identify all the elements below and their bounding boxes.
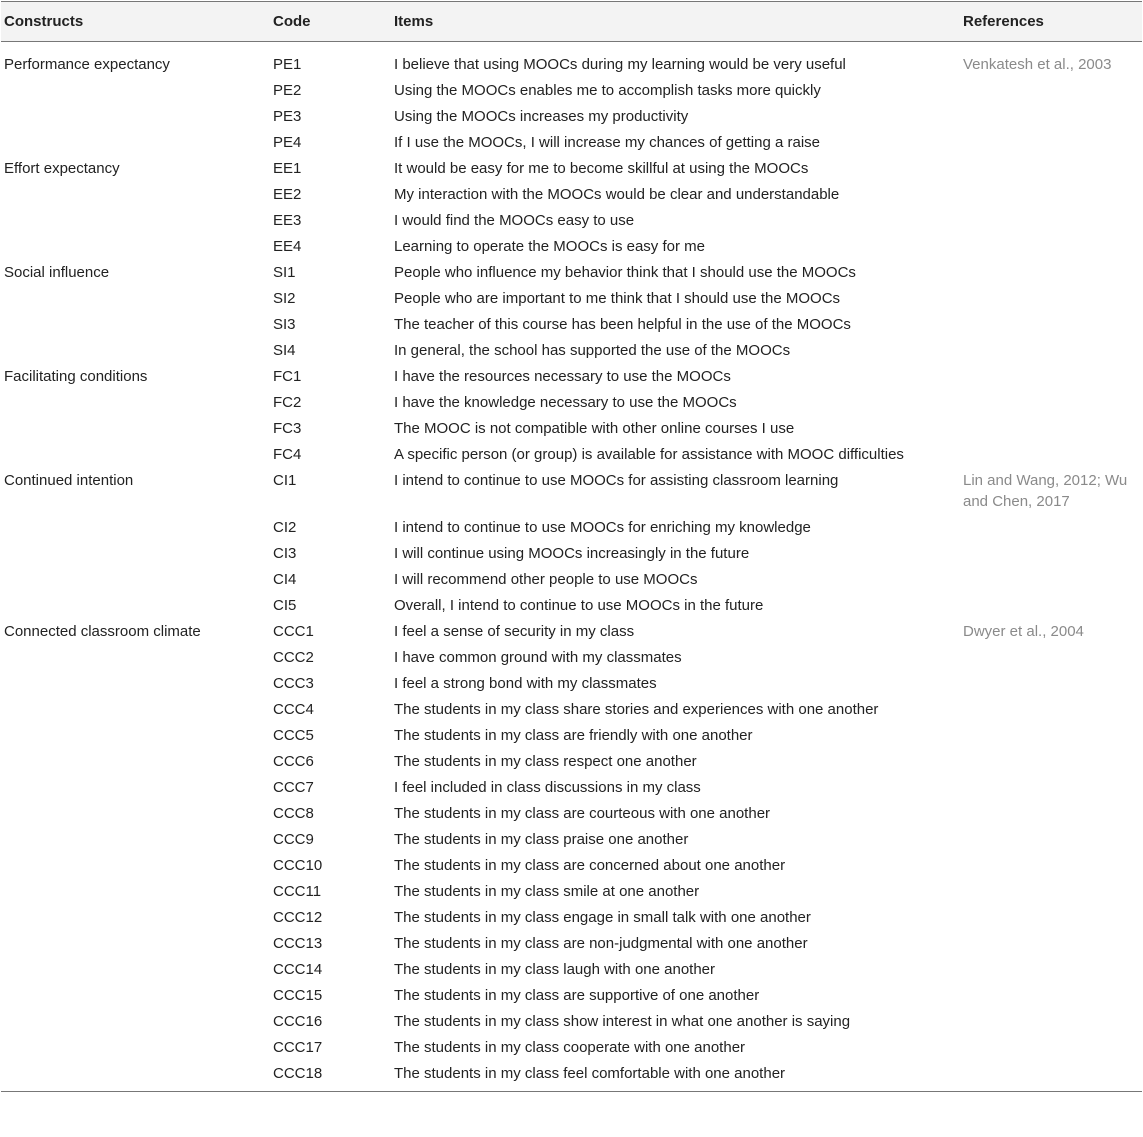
item-cell: My interaction with the MOOCs would be clear and understandable <box>394 186 840 203</box>
reference-cell <box>960 104 1142 130</box>
reference-cell <box>960 879 1142 905</box>
construct-cell <box>1 541 271 567</box>
reference-cell <box>960 905 1142 931</box>
header-references: References <box>963 13 1044 30</box>
reference-cell <box>960 827 1142 853</box>
code-cell: PE1 <box>273 56 302 73</box>
table-row <box>1 1035 1142 1061</box>
table-body <box>1 42 1142 1092</box>
table-row <box>1 1009 1142 1035</box>
construct-cell: Social influence <box>4 264 110 281</box>
construct-cell <box>1 515 271 541</box>
reference-cell <box>960 156 1142 182</box>
item-cell: Learning to operate the MOOCs is easy for me <box>394 238 705 255</box>
reference-cell <box>960 853 1142 879</box>
construct-cell <box>1 1035 271 1061</box>
reference-cell <box>960 541 1142 567</box>
item-cell: Using the MOOCs increases my productivity <box>394 108 689 125</box>
construct-cell <box>1 931 271 957</box>
construct-cell <box>1 801 271 827</box>
table-row <box>1 879 1142 905</box>
code-cell: CI4 <box>273 571 297 588</box>
table-row <box>1 442 1142 468</box>
item-cell: The students in my class smile at one another <box>394 883 700 900</box>
construct-cell <box>1 208 271 234</box>
item-cell: A specific person (or group) is available for assistance with MOOC difficulties <box>394 446 904 463</box>
table-row <box>1 260 1142 286</box>
table-row <box>1 905 1142 931</box>
code-cell: CI5 <box>273 597 297 614</box>
reference-cell <box>960 78 1142 104</box>
item-cell: I have common ground with my classmates <box>394 649 682 666</box>
code-cell: PE3 <box>273 108 302 125</box>
code-cell: EE1 <box>273 160 302 177</box>
construct-cell <box>1 697 271 723</box>
code-cell: CCC6 <box>273 753 314 770</box>
code-cell: CCC15 <box>273 987 323 1004</box>
item-cell: The MOOC is not compatible with other online courses I use <box>394 420 795 437</box>
constructs-table <box>1 1 1142 1092</box>
code-cell: CCC3 <box>273 675 314 692</box>
item-cell: I believe that using MOOCs during my learning would be very useful <box>394 56 846 73</box>
table-row <box>1 801 1142 827</box>
table-row <box>1 827 1142 853</box>
reference-cell <box>960 931 1142 957</box>
reference-cell <box>960 1035 1142 1061</box>
construct-cell <box>1 390 271 416</box>
item-cell: In general, the school has supported the use of the MOOCs <box>394 342 791 359</box>
item-cell: I intend to continue to use MOOCs for assisting classroom learning <box>394 472 839 489</box>
construct-cell: Connected classroom climate <box>4 623 201 640</box>
item-cell: It would be easy for me to become skillful at using the MOOCs <box>394 160 809 177</box>
item-cell: The students in my class are courteous with one another <box>394 805 771 822</box>
table-row <box>1 234 1142 260</box>
table-row <box>1 208 1142 234</box>
construct-cell <box>1 1061 271 1092</box>
reference-cell <box>960 801 1142 827</box>
code-cell: FC1 <box>273 368 302 385</box>
code-cell: CI1 <box>273 472 297 489</box>
table-row <box>1 286 1142 312</box>
construct-cell <box>1 853 271 879</box>
reference-cell <box>960 312 1142 338</box>
construct-cell <box>1 905 271 931</box>
code-cell: EE3 <box>273 212 302 229</box>
code-cell: CCC11 <box>273 883 322 900</box>
reference-cell <box>960 749 1142 775</box>
code-cell: CCC16 <box>273 1013 323 1030</box>
item-cell: I would find the MOOCs easy to use <box>394 212 635 229</box>
construct-cell <box>1 827 271 853</box>
construct-cell <box>1 671 271 697</box>
code-cell: CCC8 <box>273 805 314 822</box>
item-cell: The students in my class share stories and experiences with one another <box>394 701 879 718</box>
construct-cell <box>1 957 271 983</box>
code-cell: CCC13 <box>273 935 323 952</box>
item-cell: The students in my class engage in small talk with one another <box>394 909 811 926</box>
table-row <box>1 619 1142 645</box>
table-row <box>1 130 1142 156</box>
reference-cell <box>960 260 1142 286</box>
table-row <box>1 567 1142 593</box>
reference-cell <box>960 364 1142 390</box>
code-cell: PE2 <box>273 82 302 99</box>
reference-cell <box>960 775 1142 801</box>
code-cell: SI4 <box>273 342 296 359</box>
item-cell: I feel included in class discussions in my class <box>394 779 701 796</box>
table-row <box>1 541 1142 567</box>
construct-cell <box>1 78 271 104</box>
table-row <box>1 104 1142 130</box>
code-cell: FC4 <box>273 446 302 463</box>
reference-cell <box>960 286 1142 312</box>
construct-cell <box>1 442 271 468</box>
construct-cell <box>1 130 271 156</box>
item-cell: People who influence my behavior think that I should use the MOOCs <box>394 264 856 281</box>
code-cell: EE2 <box>273 186 302 203</box>
construct-cell: Effort expectancy <box>4 160 120 177</box>
code-cell: CCC7 <box>273 779 314 796</box>
construct-cell: Continued intention <box>4 472 134 489</box>
code-cell: CI2 <box>273 519 297 536</box>
header-code: Code <box>273 13 311 30</box>
reference-cell <box>960 697 1142 723</box>
item-cell: I have the knowledge necessary to use the MOOCs <box>394 394 737 411</box>
code-cell: CCC18 <box>273 1065 323 1082</box>
item-cell: The students in my class are supportive of one another <box>394 987 760 1004</box>
reference-cell <box>960 983 1142 1009</box>
construct-cell <box>1 723 271 749</box>
reference-cell <box>960 130 1142 156</box>
construct-cell <box>1 593 271 619</box>
code-cell: CCC9 <box>273 831 314 848</box>
table-row <box>1 697 1142 723</box>
item-cell: Overall, I intend to continue to use MOOCs in the future <box>394 597 764 614</box>
table-row <box>1 312 1142 338</box>
code-cell: CCC17 <box>273 1039 323 1056</box>
item-cell: I feel a strong bond with my classmates <box>394 675 657 692</box>
item-cell: I will recommend other people to use MOOCs <box>394 571 698 588</box>
construct-cell <box>1 567 271 593</box>
code-cell: CCC2 <box>273 649 314 666</box>
code-cell: CCC10 <box>273 857 323 874</box>
table-row <box>1 723 1142 749</box>
construct-cell <box>1 182 271 208</box>
reference-cell <box>960 567 1142 593</box>
item-cell: The students in my class feel comfortable with one another <box>394 1065 786 1082</box>
reference-cell <box>960 957 1142 983</box>
item-cell: If I use the MOOCs, I will increase my chances of getting a raise <box>394 134 821 151</box>
item-cell: I feel a sense of security in my class <box>394 623 635 640</box>
reference-cell: Venkatesh et al., 2003 <box>963 56 1112 73</box>
item-cell: The students in my class cooperate with one another <box>394 1039 746 1056</box>
table-row <box>1 671 1142 697</box>
reference-cell <box>960 515 1142 541</box>
table-row <box>1 468 1142 515</box>
reference-cell <box>960 442 1142 468</box>
code-cell: CCC1 <box>273 623 314 640</box>
item-cell: People who are important to me think that I should use the MOOCs <box>394 290 841 307</box>
table-row <box>1 156 1142 182</box>
reference-cell <box>960 182 1142 208</box>
code-cell: FC3 <box>273 420 302 437</box>
item-cell: The students in my class laugh with one another <box>394 961 716 978</box>
construct-cell <box>1 286 271 312</box>
reference-cell <box>960 723 1142 749</box>
code-cell: CCC5 <box>273 727 314 744</box>
code-cell: CI3 <box>273 545 297 562</box>
table-row <box>1 42 1142 78</box>
reference-cell <box>960 390 1142 416</box>
table-row <box>1 416 1142 442</box>
item-cell: The students in my class are concerned about one another <box>394 857 786 874</box>
table-row <box>1 338 1142 364</box>
table-row <box>1 983 1142 1009</box>
table-row <box>1 390 1142 416</box>
header-row <box>1 2 1142 42</box>
construct-cell <box>1 312 271 338</box>
reference-cell: Dwyer et al., 2004 <box>963 623 1084 640</box>
table-row <box>1 1061 1142 1092</box>
table-row <box>1 645 1142 671</box>
construct-cell <box>1 749 271 775</box>
item-cell: Using the MOOCs enables me to accomplish tasks more quickly <box>394 82 821 99</box>
code-cell: SI3 <box>273 316 296 333</box>
item-cell: I intend to continue to use MOOCs for enriching my knowledge <box>394 519 811 536</box>
item-cell: The teacher of this course has been helpful in the use of the MOOCs <box>394 316 851 333</box>
code-cell: CCC4 <box>273 701 314 718</box>
construct-cell <box>1 1009 271 1035</box>
construct-cell <box>1 775 271 801</box>
header-constructs: Constructs <box>4 13 84 30</box>
table-row <box>1 957 1142 983</box>
table-row <box>1 515 1142 541</box>
table-row <box>1 775 1142 801</box>
construct-cell <box>1 879 271 905</box>
construct-cell <box>1 104 271 130</box>
table-row <box>1 364 1142 390</box>
reference-cell <box>960 645 1142 671</box>
table-row <box>1 78 1142 104</box>
item-cell: The students in my class praise one another <box>394 831 689 848</box>
item-cell: The students in my class respect one another <box>394 753 697 770</box>
table-row <box>1 749 1142 775</box>
item-cell: The students in my class are non-judgmental with one another <box>394 935 808 952</box>
code-cell: SI1 <box>273 264 296 281</box>
reference-cell <box>960 416 1142 442</box>
reference-cell: Lin and Wang, 2012; Wu and Chen, 2017 <box>963 472 1128 510</box>
item-cell: The students in my class are friendly with one another <box>394 727 753 744</box>
construct-cell: Facilitating conditions <box>4 368 148 385</box>
construct-cell <box>1 416 271 442</box>
code-cell: FC2 <box>273 394 302 411</box>
construct-cell: Performance expectancy <box>4 56 170 73</box>
header-items: Items <box>394 13 434 30</box>
reference-cell <box>960 208 1142 234</box>
table-row <box>1 931 1142 957</box>
table-header <box>1 2 1142 42</box>
reference-cell <box>960 1009 1142 1035</box>
code-cell: PE4 <box>273 134 302 151</box>
table-row <box>1 182 1142 208</box>
construct-cell <box>1 645 271 671</box>
reference-cell <box>960 593 1142 619</box>
table-row <box>1 593 1142 619</box>
construct-cell <box>1 234 271 260</box>
code-cell: SI2 <box>273 290 296 307</box>
code-cell: CCC12 <box>273 909 323 926</box>
reference-cell <box>960 1061 1142 1092</box>
item-cell: I will continue using MOOCs increasingly in the future <box>394 545 750 562</box>
reference-cell <box>960 671 1142 697</box>
code-cell: EE4 <box>273 238 302 255</box>
reference-cell <box>960 338 1142 364</box>
item-cell: The students in my class show interest in what one another is saying <box>394 1013 851 1030</box>
item-cell: I have the resources necessary to use the MOOCs <box>394 368 731 385</box>
reference-cell <box>960 234 1142 260</box>
construct-cell <box>1 983 271 1009</box>
construct-cell <box>1 338 271 364</box>
code-cell: CCC14 <box>273 961 323 978</box>
table-row <box>1 853 1142 879</box>
